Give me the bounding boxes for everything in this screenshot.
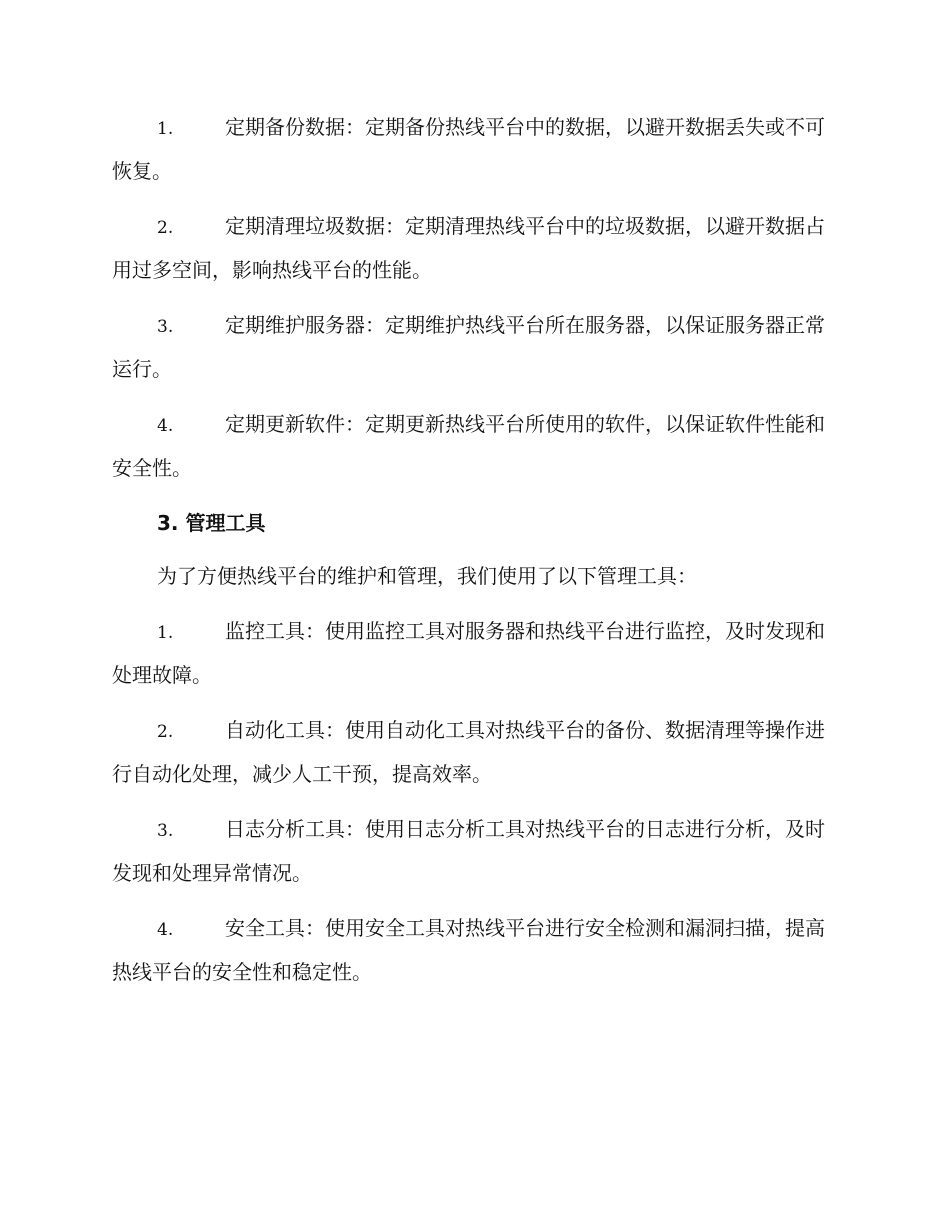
list-item	[112, 907, 834, 993]
list-item-text: 定期更新软件：定期更新热线平台所使用的软件，以保证软件性能和安全性。	[112, 412, 825, 480]
list-item-text: 定期清理垃圾数据：定期清理热线平台中的垃圾数据，以避开数据占用过多空间，影响热线平台的性能。	[112, 214, 825, 282]
list-item-number: 1.	[157, 119, 174, 139]
list-item-number: 4.	[157, 416, 174, 436]
list-item-text: 日志分析工具：使用日志分析工具对热线平台的日志进行分析，及时发现和处理异常情况。	[112, 817, 825, 885]
section-intro: 为了方便热线平台的维护和管理，我们使用了以下管理工具：	[157, 564, 697, 588]
list-item-number: 4.	[157, 920, 174, 940]
section-heading: 3. 管理工具	[157, 511, 266, 535]
list-item-text: 定期备份数据：定期备份热线平台中的数据，以避开数据丢失或不可恢复。	[112, 115, 825, 183]
document-page	[112, 106, 834, 1006]
list-item-text: 监控工具：使用监控工具对服务器和热线平台进行监控，及时发现和处理故障。	[112, 619, 825, 687]
list-item-number: 3.	[157, 317, 174, 337]
list-item-number: 2.	[157, 218, 174, 238]
list-item	[112, 808, 834, 894]
list-item	[112, 106, 834, 192]
list-item	[112, 709, 834, 795]
list-item	[112, 403, 834, 489]
list-item-text: 自动化工具：使用自动化工具对热线平台的备份、数据清理等操作进行自动化处理，减少人工干预，提高效率。	[112, 718, 825, 786]
list-item-text: 定期维护服务器：定期维护热线平台所在服务器，以保证服务器正常运行。	[112, 313, 825, 381]
list-item	[112, 610, 834, 696]
list-item	[112, 205, 834, 291]
list-item-number: 3.	[157, 821, 174, 841]
list-item-text: 安全工具：使用安全工具对热线平台进行安全检测和漏洞扫描，提高热线平台的安全性和稳定性。	[112, 916, 825, 984]
list-item-number: 1.	[157, 623, 174, 643]
list-item	[112, 304, 834, 390]
list-item-number: 2.	[157, 722, 174, 742]
